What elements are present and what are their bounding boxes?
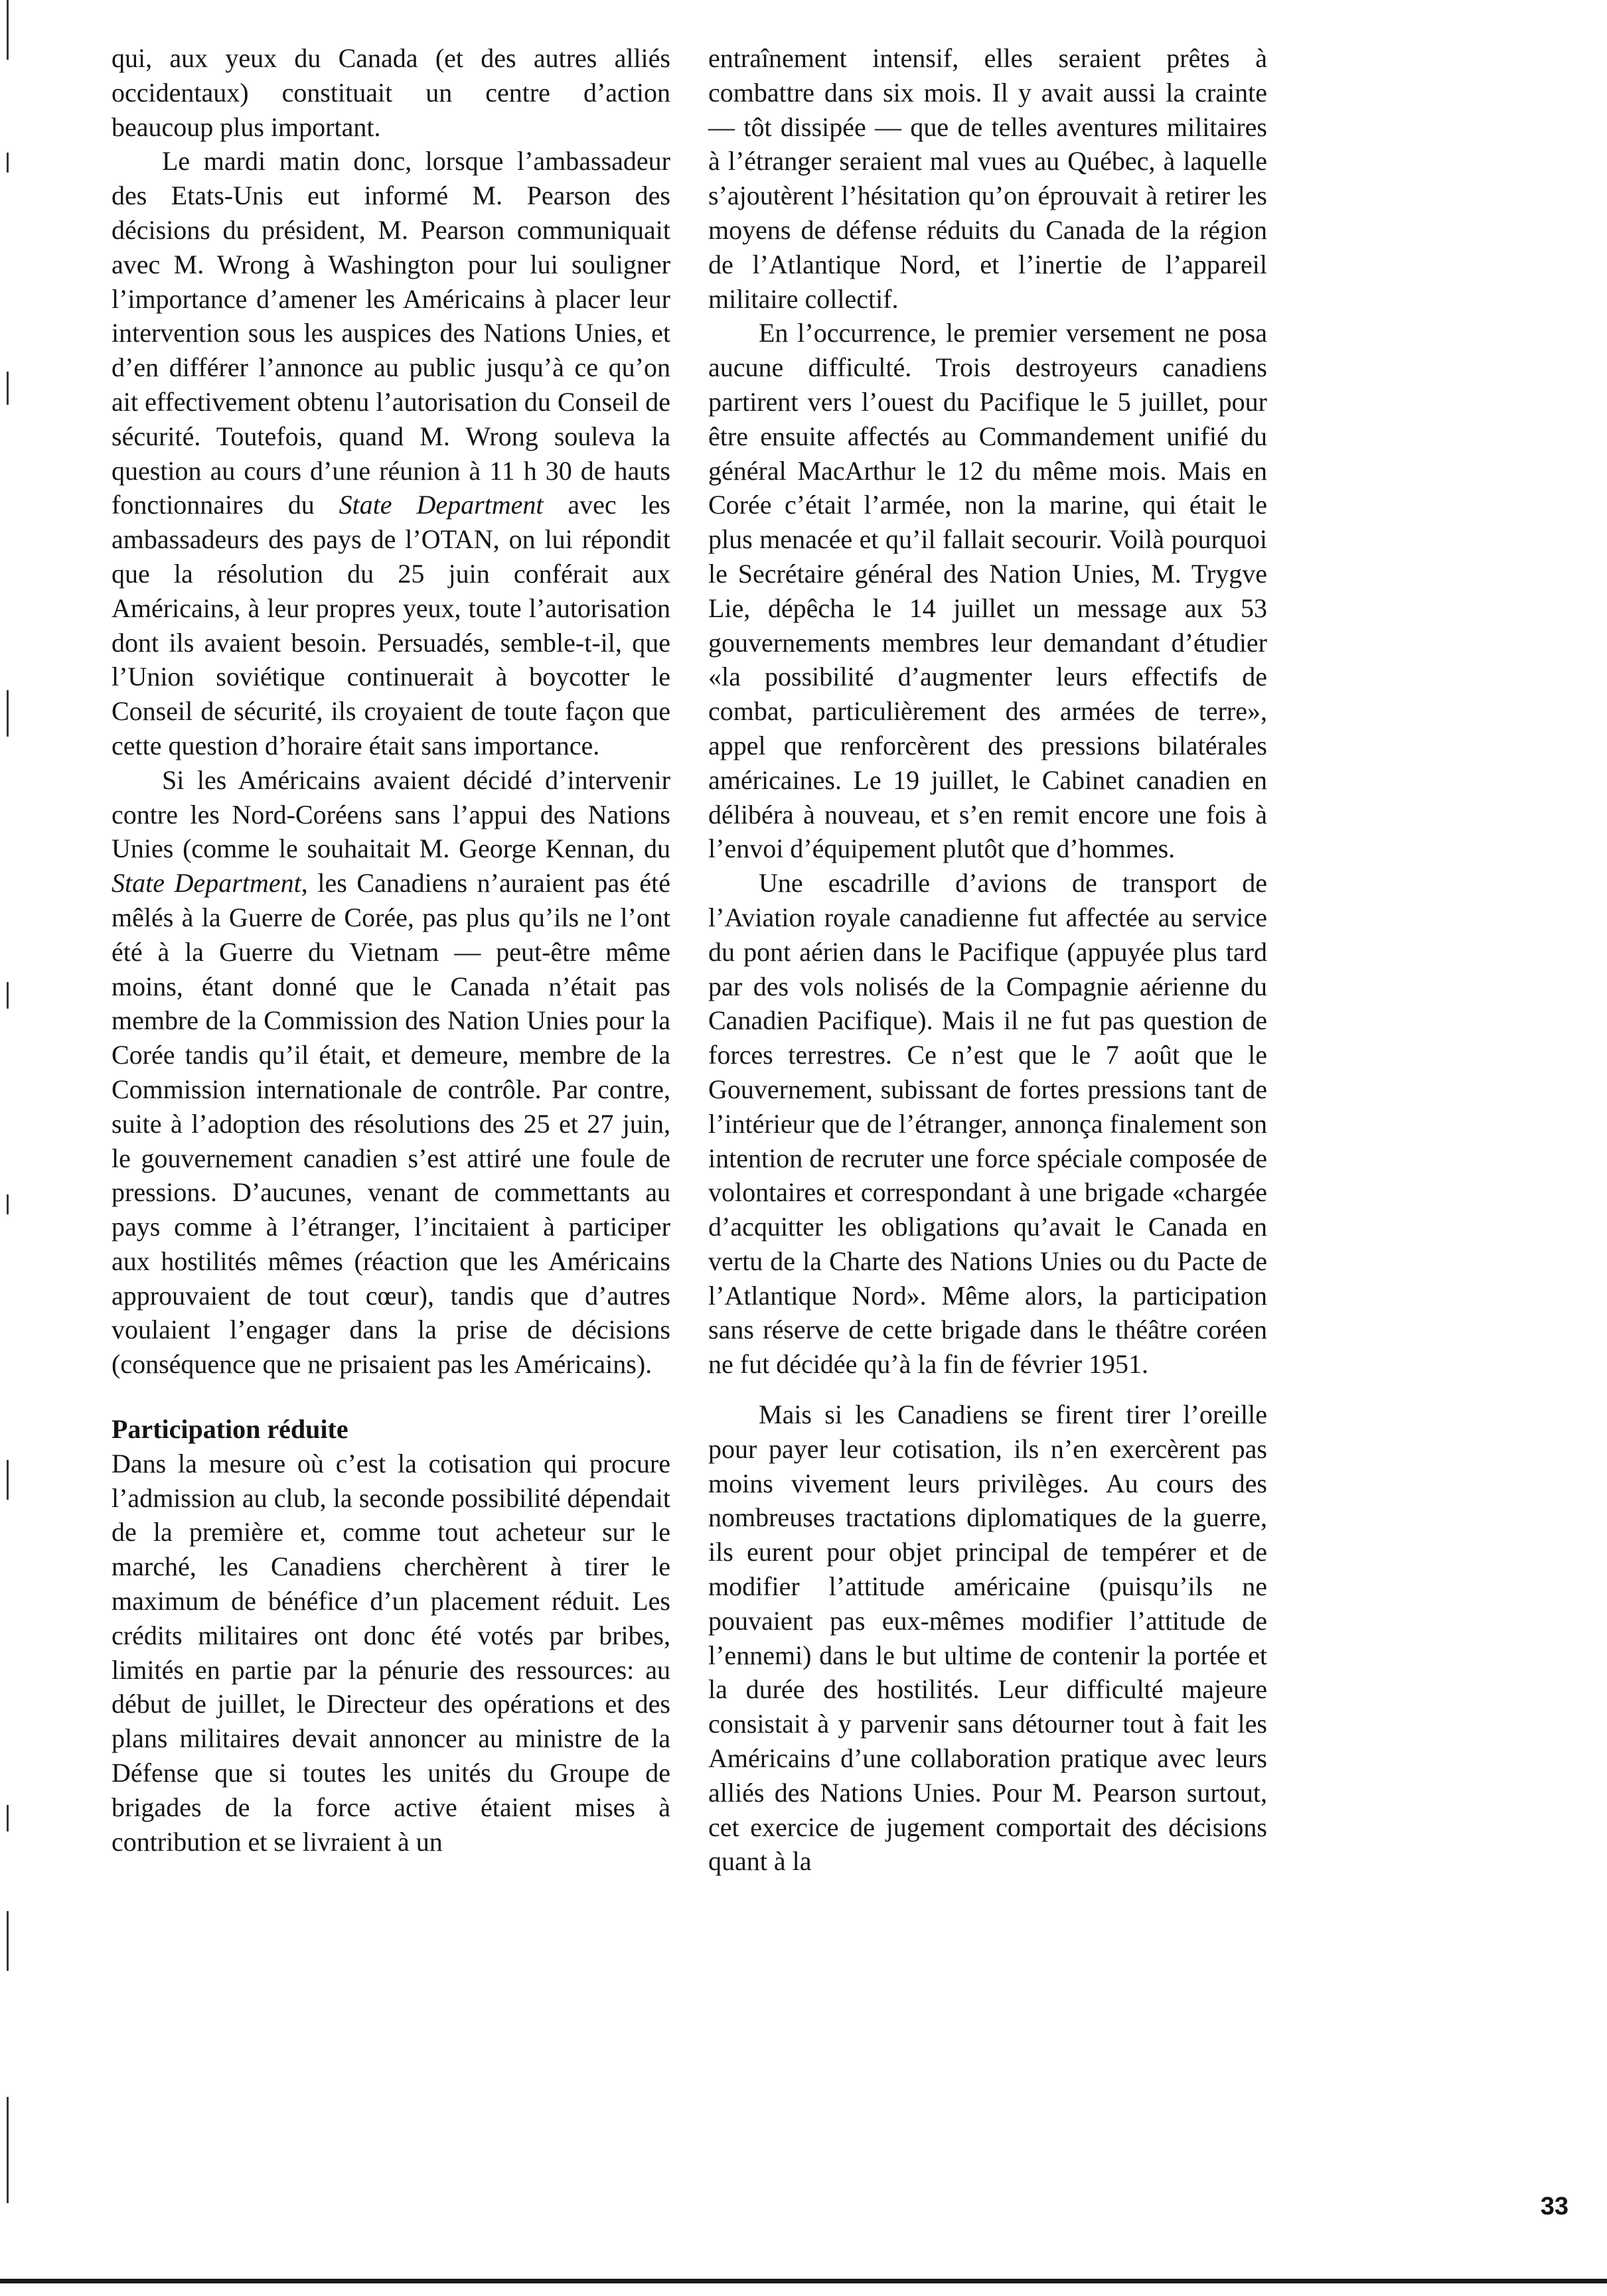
paragraph: En l’occurrence, le premier versement ne posa aucune difficulté. Trois destroyeurs canadiens partirent vers l’ouest du Pacifique le 5 juillet, pour être ensuite affectés au Commandement unifié du général MacArthur le 12 du même mois. Mais en Corée c’était l’armée, non la marine, qui était le plus menacée et qu’il fallait secourir. Voilà pourquoi le Secrétaire général des Nation Unies, M. Trygve Lie, dépêcha le 14 juillet un message aux 53 gouvernements membres leur demandant d’étudier «la possibilité d’augmenter leurs effectifs de combat, particulièrement des armées de terre», appel que renforcèrent des pressions bilatérales américaines. Le 19 juillet, le Cabinet canadien en délibéra à nouveau, et s’en remit encore une fois à l’envoi d’équipement plutôt que d’hommes. [708,318,1267,864]
paragraph: Dans la mesure où c’est la cotisation qui procure l’admission au club, la seconde possibilité dépendait de la première et, comme tout acheteur sur le marché, les Canadiens cherchèrent à tirer le maximum de bénéfice d’un placement réduit. Les crédits militaires ont donc été votés par bribes, limités en partie par la pénurie des ressources: au début de juillet, le Directeur des opérations et des plans militaires devait annoncer au ministre de la Défense que si toutes les unités du Groupe de brigades de la force active étaient mises à contribution et se livraient à un [112,1448,670,1857]
left-column [112,41,670,1859]
margin-scan-marks [7,0,11,2296]
bottom-rule [0,2279,1607,2283]
paragraph: entraînement intensif, elles seraient prêtes à combattre dans six mois. Il y avait aussi la crainte — tôt dissipée — que de telles aventures militaires à l’étranger seraient mal vues au Québec, à laquelle s’ajoutèrent l’hésitation qu’on éprouvait à retirer les moyens de défense réduits du Canada de la région de l’Atlantique Nord, et l’inertie de l’appareil militaire collectif. [708,43,1267,314]
paragraph: Mais si les Canadiens se firent tirer l’oreille pour payer leur cotisation, ils n’en exercèrent pas moins vivement leurs privilèges. Au cours des nombreuses tractations diplomatiques de la guerre, ils eurent pour objet principal de tempérer et de modifier l’attitude américaine (puisqu’ils ne pouvaient pas eux-mêmes modifier l’attitude de l’ennemi) dans le but ultime de contenir la portée et la durée des hostilités. Leur difficulté majeure consistait à y parvenir sans détourner tout à fait les Américains d’une collaboration pratique avec leurs alliés des Nations Unies. Pour M. Pearson surtout, cet exercice de jugement comportait des décisions quant à la [708,1399,1267,1877]
paragraph: qui, aux yeux du Canada (et des autres alliés occidentaux) constituait un centre d’action beaucoup plus important. [112,43,670,142]
paragraph: Une escadrille d’avions de transport de l’Aviation royale canadienne fut affectée au service du pont aérien dans le Pacifique (appuyée plus tard par des vols nolisés de la Compagnie aérienne du Canadien Pacifique). Mais il ne fut pas question de forces terrestres. Ce n’est que le 7 août que le Gouvernement, subissant de fortes pressions tant de l’intérieur que de l’étranger, annonça finalement son intention de recruter une force spéciale composée de volontaires et correspondant à une brigade «chargée d’acquitter les obligations qu’avait le Canada en vertu de la Charte des Nations Unies ou du Pacte de l’Atlantique Nord». Même alors, la participation sans réserve de cette brigade dans le théâtre coréen ne fut décidée qu’à la fin de février 1951. [708,868,1267,1380]
right-column [708,41,1267,1879]
section-heading: Participation réduite [112,1414,348,1445]
paragraph: Si les Américains avaient décidé d’intervenir contre les Nord-Coréens sans l’appui des Nations Unies (comme le souhaitait M. George Kennan, du State Department, les Canadiens n’auraient pas été mêlés à la Guerre de Corée, pas plus qu’ils ne l’ont été à la Guerre du Vietnam — peut-être même moins, étant donné que le Canada n’était pas membre de la Commission des Nation Unies pour la Corée tandis qu’il était, et demeure, membre de la Commission internationale de contrôle. Par contre, suite à l’adoption des résolutions des 25 et 27 juin, le gouvernement canadien s’est attiré une foule de pressions. D’aucunes, venant de commettants au pays comme à l’étranger, l’incitaient à participer aux hostilités mêmes (réaction que les Américains approuvaient de tout cœur), tandis que d’autres voulaient l’engager dans la prise de décisions (conséquence que ne prisaient pas les Américains). [112,764,671,1380]
page-number: 33 [1540,2192,1569,2220]
paragraph: Le mardi matin donc, lorsque l’ambassadeur des Etats-Unis eut informé M. Pearson des décisions du président, M. Pearson communiquait avec M. Wrong à Washington pour lui souligner l’importance d’amener les Américains à placer leur intervention sous les auspices des Nations Unies, et d’en différer l’annonce au public jusqu’à ce qu’on ait effectivement obtenu l’autorisation du Conseil de sécurité. Toutefois, quand M. Wrong souleva la question au cours d’une réunion à 11 h 30 de hauts fonctionnaires du State Department avec les ambassadeurs des pays de l’OTAN, on lui répondit que la résolution du 25 juin conférait aux Américains, à leur propres yeux, toute l’autorisation dont ils avaient besoin. Persuadés, semble-t-il, que l’Union soviétique continuerait à boycotter le Conseil de sécurité, ils croyaient de toute façon que cette question d’horaire était sans importance. [112,146,670,760]
